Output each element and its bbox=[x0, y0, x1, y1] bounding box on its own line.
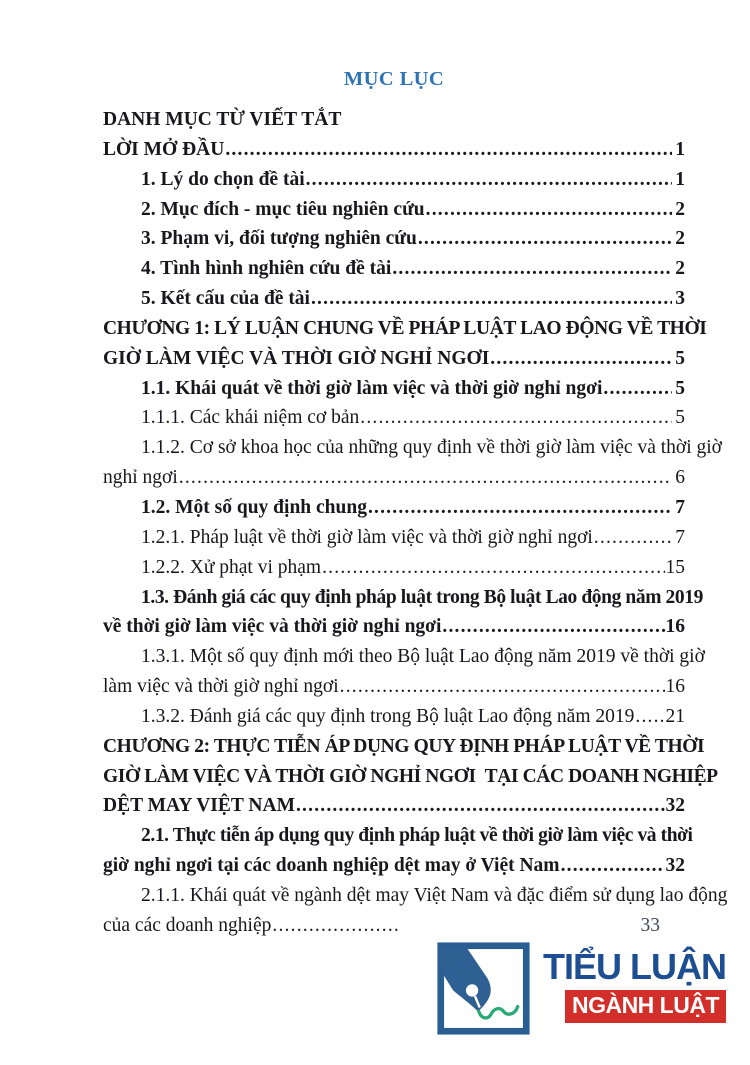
toc-entry bbox=[103, 612, 685, 642]
toc-entry bbox=[103, 135, 685, 165]
page-number: 3 bbox=[675, 288, 685, 310]
toc-entry bbox=[103, 791, 685, 821]
toc-entry-text: 1.1. Khái quát về thời giờ làm việc và thời giờ nghỉ ngơi bbox=[141, 377, 603, 399]
toc-entry-text: về thời giờ làm việc và thời giờ nghỉ ngơi bbox=[103, 616, 442, 638]
page-number: 32 bbox=[665, 855, 685, 877]
toc-entries bbox=[103, 105, 728, 941]
toc-entry bbox=[103, 523, 685, 553]
toc-entry bbox=[103, 195, 685, 225]
dot-leader bbox=[272, 911, 400, 941]
toc-entry-text: CHƯƠNG 2: THỰC TIỄN ÁP DỤNG QUY ĐỊNH PHÁP LUẬT VỀ THỜI bbox=[103, 735, 705, 757]
dot-leader bbox=[392, 254, 672, 284]
toc-entry bbox=[103, 702, 685, 732]
page-number: 2 bbox=[675, 228, 685, 250]
dot-leader bbox=[306, 165, 672, 195]
toc-entry-text: 1. Lý do chọn đề tài bbox=[141, 168, 305, 190]
toc-entry-text: DANH MỤC TỪ VIẾT TẮT bbox=[103, 109, 342, 130]
toc-entry bbox=[103, 224, 685, 254]
page-number: 32 bbox=[665, 795, 685, 817]
dot-leader bbox=[594, 523, 672, 553]
toc-entry bbox=[103, 284, 685, 314]
toc-entry bbox=[103, 642, 705, 672]
dot-leader bbox=[442, 612, 664, 642]
page-number: 16 bbox=[665, 676, 685, 698]
dot-leader bbox=[603, 374, 672, 404]
dot-leader bbox=[360, 403, 672, 433]
toc-entry bbox=[103, 553, 685, 583]
toc-entry-text: làm việc và thời giờ nghỉ ngơi bbox=[103, 676, 339, 698]
dot-leader bbox=[426, 195, 672, 225]
toc-entry bbox=[103, 314, 707, 344]
toc-entry bbox=[103, 881, 728, 911]
toc-entry-text: 1.3.2. Đánh giá các quy định trong Bộ luật Lao động năm 2019 bbox=[141, 705, 635, 727]
toc-entry bbox=[103, 493, 685, 523]
dot-leader bbox=[311, 284, 672, 314]
page-number: 5 bbox=[675, 347, 685, 369]
toc-entry bbox=[103, 374, 685, 404]
toc-entry bbox=[103, 821, 693, 851]
dot-leader bbox=[340, 672, 665, 702]
toc-entry-text: giờ nghỉ ngơi tại các doanh nghiệp dệt may ở Việt Nam bbox=[103, 855, 560, 877]
dot-leader bbox=[225, 135, 672, 165]
page-number: 5 bbox=[675, 407, 685, 429]
fountain-pen-icon bbox=[436, 941, 531, 1036]
toc-entry bbox=[103, 433, 722, 463]
page-number: 21 bbox=[665, 705, 685, 727]
brand-text-block bbox=[543, 941, 726, 1023]
page-number: 16 bbox=[665, 616, 685, 638]
toc-entry-text: 1.3. Đánh giá các quy định pháp luật trong Bộ luật Lao động năm 2019 bbox=[141, 586, 703, 608]
toc-entry bbox=[103, 165, 685, 195]
dot-leader bbox=[296, 791, 665, 821]
page-number: 15 bbox=[665, 556, 685, 578]
page-number: 33 bbox=[640, 914, 660, 936]
page-number: 7 bbox=[675, 496, 685, 518]
toc-entry-text: 1.2. Một số quy định chung bbox=[141, 496, 367, 518]
toc-entry-text: GIỜ LÀM VIỆC VÀ THỜI GIỜ NGHỈ NGƠI bbox=[103, 347, 490, 369]
toc-entry-text: 5. Kết cấu của đề tài bbox=[141, 288, 310, 310]
toc-entry-text: 1.1.1. Các khái niệm cơ bản bbox=[141, 407, 360, 429]
toc-entry-text: nghỉ ngơi bbox=[103, 467, 178, 489]
dot-leader bbox=[635, 702, 664, 732]
toc-entry-text: GIỜ LÀM VIỆC VÀ THỜI GIỜ NGHỈ NGƠI TẠI CÁC DOANH NGHIỆP bbox=[103, 765, 718, 787]
dot-leader bbox=[322, 553, 664, 583]
page-number: 7 bbox=[675, 526, 685, 548]
toc-entry bbox=[103, 403, 685, 433]
toc-entry-text: CHƯƠNG 1: LÝ LUẬN CHUNG VỀ PHÁP LUẬT LAO ĐỘNG VỀ THỜI bbox=[103, 317, 707, 339]
page-number: 1 bbox=[675, 168, 685, 190]
brand-tagline-badge: NGÀNH LUẬT bbox=[565, 990, 726, 1023]
toc-entry bbox=[103, 851, 685, 881]
toc-entry-text: 2. Mục đích - mục tiêu nghiên cứu bbox=[141, 198, 425, 220]
toc-entry bbox=[103, 463, 685, 493]
toc-entry-text: LỜI MỞ ĐẦU bbox=[103, 138, 225, 160]
toc-entry bbox=[103, 254, 685, 284]
toc-entry-text: DỆT MAY VIỆT NAM bbox=[103, 795, 295, 817]
toc-entry-text: 3. Phạm vi, đối tượng nghiên cứu bbox=[141, 228, 417, 250]
toc-entry-text: 1.2.1. Pháp luật về thời giờ làm việc và thời giờ nghỉ ngơi bbox=[141, 526, 593, 548]
toc-entry-text: 1.3.1. Một số quy định mới theo Bộ luật Lao động năm 2019 về thời giờ bbox=[141, 646, 705, 668]
toc-entry bbox=[103, 344, 685, 374]
dot-leader bbox=[368, 493, 672, 523]
toc-entry-text: 4. Tình hình nghiên cứu đề tài bbox=[141, 258, 392, 280]
dot-leader bbox=[561, 851, 665, 881]
toc-entry-text: của các doanh nghiệp bbox=[103, 914, 272, 936]
toc-entry-text: 2.1. Thực tiễn áp dụng quy định pháp luật về thời giờ làm việc và thời bbox=[141, 825, 693, 847]
toc-entry-text: 2.1.1. Khái quát về ngành dệt may Việt Nam và đặc điểm sử dụng lao động bbox=[141, 884, 728, 906]
page-number: 6 bbox=[675, 467, 685, 489]
toc-entry bbox=[103, 762, 718, 792]
toc-entry bbox=[103, 911, 685, 941]
page-number: 5 bbox=[675, 377, 685, 399]
dot-leader bbox=[418, 224, 672, 254]
dot-leader bbox=[179, 463, 672, 493]
brand-watermark bbox=[436, 941, 726, 1036]
page-title: MỤC LỤC bbox=[343, 68, 445, 90]
brand-name: TIỂU LUẬN bbox=[543, 946, 726, 987]
toc-entry bbox=[103, 105, 685, 135]
toc-entry bbox=[103, 583, 703, 613]
toc-entry bbox=[103, 732, 705, 762]
page-number: 2 bbox=[675, 198, 685, 220]
dot-leader bbox=[490, 344, 672, 374]
page-number: 2 bbox=[675, 258, 685, 280]
toc-entry bbox=[103, 672, 685, 702]
page-number: 1 bbox=[675, 138, 685, 160]
toc-entry-text: 1.2.2. Xử phạt vi phạm bbox=[141, 556, 322, 578]
table-of-contents bbox=[103, 66, 728, 941]
toc-entry-text: 1.1.2. Cơ sở khoa học của những quy định về thời giờ làm việc và thời giờ bbox=[141, 437, 722, 459]
